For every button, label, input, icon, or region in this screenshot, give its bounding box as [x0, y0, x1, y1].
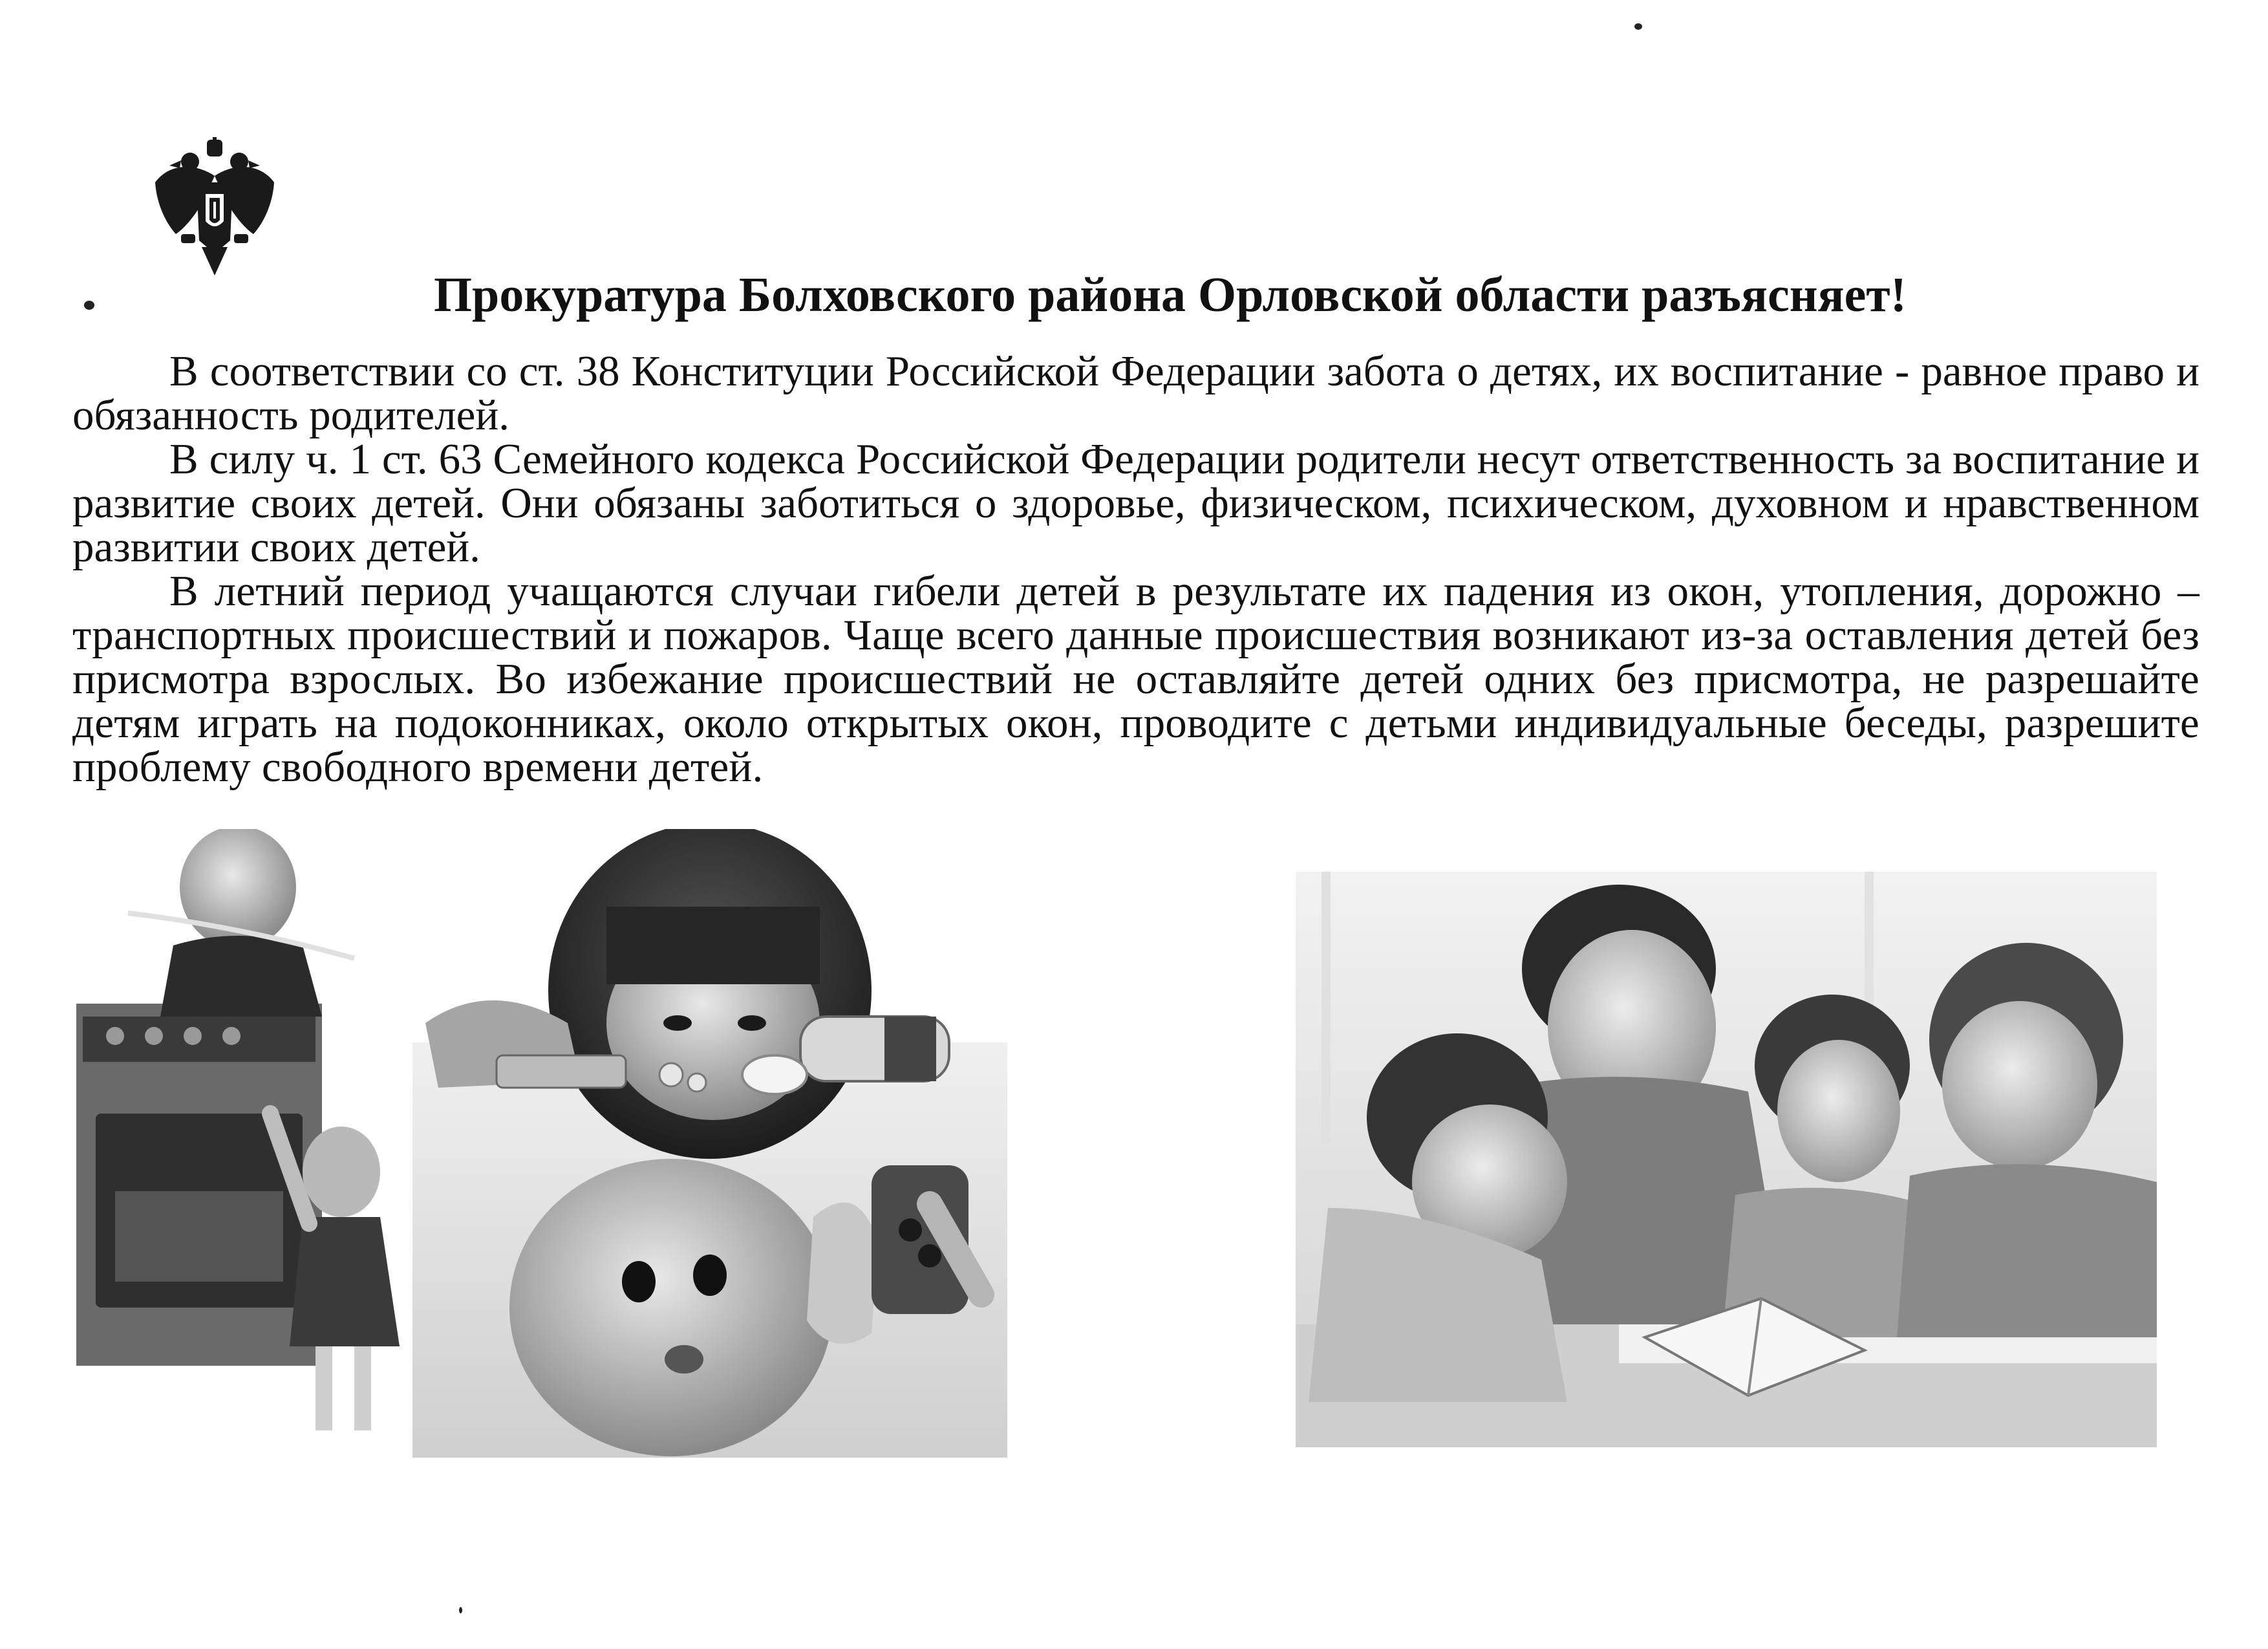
scan-speck [459, 1607, 462, 1613]
double-headed-eagle-emblem-icon [150, 137, 279, 278]
family-reading-book-photo [1296, 872, 2157, 1447]
children-danger-collage-photo [76, 829, 1007, 1458]
paragraph-summer-safety: В летний период учащаются случаи гибели детей в результате их падения из окон, утопления, дорожно – транспортных происшествий и пожаров. Чаще всего данные происшествия возникают из-за оставления детей без присмотра взрослых. Во избежание происшествий не оставляйте детей одних без присмотра, не разрешайте детям играть на подоконниках, около открытых окон, проводите с детьми индивидуальные беседы, разрешите проблему свободного времени детей. [72, 567, 2199, 791]
page-title: Прокуратура Болховского района Орловской области разъясняет! [433, 268, 1907, 322]
scan-speck [84, 301, 94, 310]
paragraph-constitution: В соответствии со ст. 38 Конституции Российской Федерации забота о детях, их воспитание - равное право и обязанность родителей. [72, 347, 2199, 439]
body-text [72, 349, 2199, 789]
scan-speck [1634, 23, 1642, 30]
paragraph-family-code: В силу ч. 1 ст. 63 Семейного кодекса Российской Федерации родители несут ответственность за воспитание и развитие своих детей. Они обязаны заботиться о здоровье, физическом, психическом, духовном и нравственном развитии своих детей. [72, 435, 2199, 571]
